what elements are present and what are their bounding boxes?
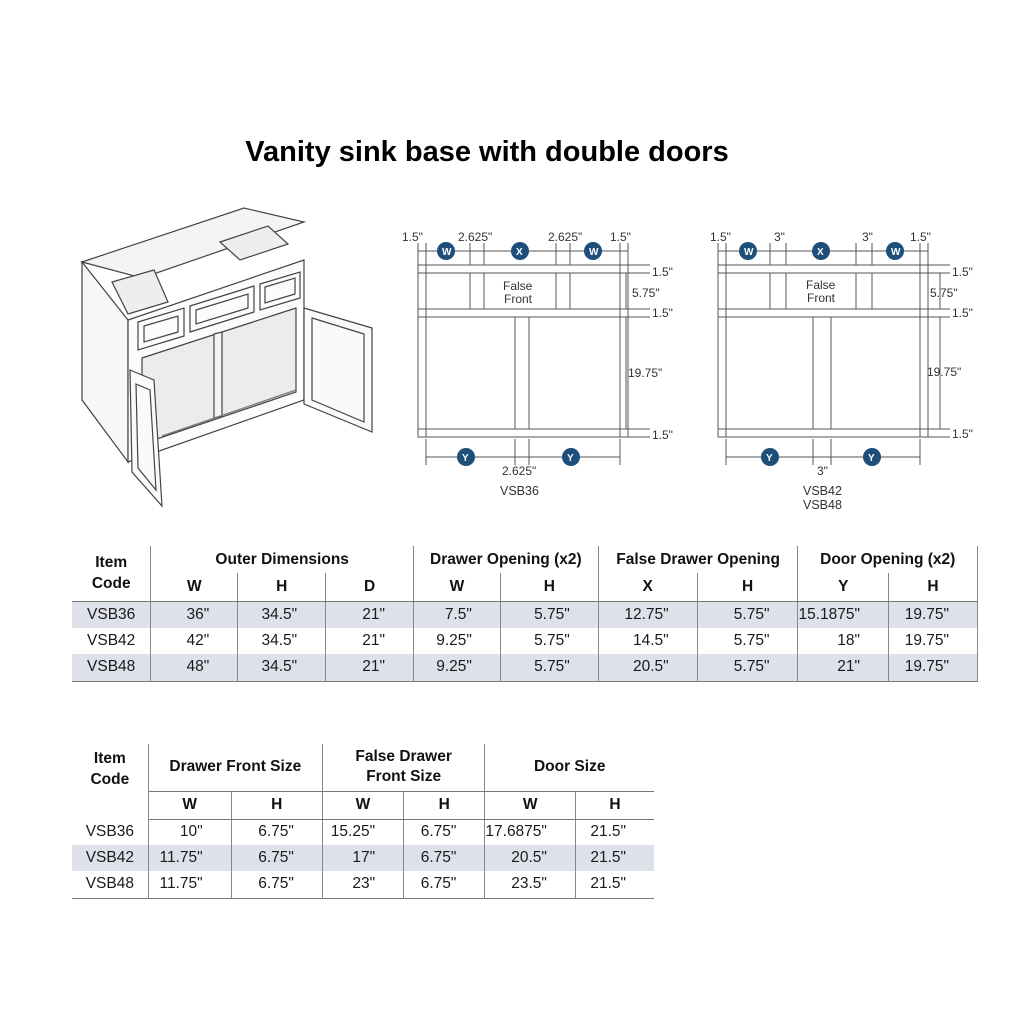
cell: 48" [151,654,238,681]
cell: 6.75" [404,845,485,871]
subheader: H [231,791,322,819]
dim-top-2: 2.625" [458,230,493,244]
subheader: W [322,791,403,819]
badge-x [812,242,830,260]
cell: 6.75" [404,871,485,898]
svg-text:Y: Y [462,453,469,464]
cell: 21" [326,601,414,628]
cell: 34.5" [238,654,326,681]
dim-right-2: 5.75" [930,286,958,300]
cell: 21" [798,654,889,681]
badge-y-right [562,448,580,466]
sizes-table [72,744,654,899]
group-outer-dimensions: Outer Dimensions [151,546,414,573]
cell: 18" [798,628,889,654]
badge-x [511,242,529,260]
item-code: VSB36 [72,601,151,628]
svg-text:Y: Y [868,453,875,464]
cell: 17.6875" [485,819,576,845]
cell: 5.75" [500,601,598,628]
subheader: H [575,791,654,819]
cabinet-illustration [72,200,382,510]
dim-top-1: 1.5" [402,230,423,244]
svg-text:W: W [744,247,754,258]
cell: 21.5" [575,845,654,871]
subheader: W [485,791,576,819]
dim-top-4: 1.5" [910,230,931,244]
dim-right-1: 1.5" [652,265,673,279]
svg-text:X: X [817,247,824,258]
badge-y-left [457,448,475,466]
false-front-line2: Front [504,292,533,306]
cell: 23.5" [485,871,576,898]
cell: 6.75" [231,819,322,845]
badge-y-right [863,448,881,466]
item-code-header: Item Code [72,744,148,819]
subheader: Y [798,573,889,601]
cell: 7.5" [413,601,500,628]
cell: 21" [326,628,414,654]
subheader: H [500,573,598,601]
cell: 21.5" [575,871,654,898]
dim-top-3: 2.625" [548,230,583,244]
cell: 15.1875" [798,601,889,628]
dim-right-3: 1.5" [952,306,973,320]
page-title: Vanity sink base with double doors [245,136,729,168]
dim-right-3: 1.5" [652,306,673,320]
badge-w-left [739,242,757,260]
cell: 20.5" [598,654,697,681]
cell: 5.75" [697,601,798,628]
subheader: H [404,791,485,819]
cell: 12.75" [598,601,697,628]
cell: 42" [151,628,238,654]
svg-text:W: W [442,247,452,258]
cell: 5.75" [697,654,798,681]
dim-top-2: 3" [774,230,785,244]
subheader: W [151,573,238,601]
subheader: D [326,573,414,601]
elevation-diagram-vsb36 [400,225,700,515]
dimensions-table [72,546,978,682]
cell: 19.75" [889,654,978,681]
dim-top-3: 3" [862,230,873,244]
cell: 5.75" [500,654,598,681]
cell: 19.75" [889,601,978,628]
dim-right-4: 19.75" [628,366,663,380]
dim-bottom: 3" [817,464,828,478]
cell: 21" [326,654,414,681]
svg-text:Y: Y [567,453,574,464]
dim-right-5: 1.5" [952,427,973,441]
diagram-caption-vsb36: VSB36 [500,484,539,498]
item-code: VSB36 [72,819,148,845]
cell: 17" [322,845,403,871]
elevation-diagram-vsb42-48 [700,225,1000,525]
cell: 23" [322,871,403,898]
cell: 6.75" [404,819,485,845]
group-false-drawer-opening: False Drawer Opening [598,546,798,573]
subheader: X [598,573,697,601]
cell: 19.75" [889,628,978,654]
dim-right-4: 19.75" [927,365,962,379]
cell: 6.75" [231,845,322,871]
table-row [72,628,978,654]
cell: 9.25" [413,654,500,681]
svg-text:Y: Y [766,453,773,464]
cell: 5.75" [500,628,598,654]
cell: 11.75" [148,845,231,871]
cell: 15.25" [322,819,403,845]
group-door-opening: Door Opening (x2) [798,546,978,573]
subheader: H [238,573,326,601]
cell: 20.5" [485,845,576,871]
dim-top-1: 1.5" [710,230,731,244]
subheader: W [148,791,231,819]
group-drawer-opening: Drawer Opening (x2) [413,546,598,573]
cell: 34.5" [238,628,326,654]
table-row [72,871,654,898]
cell: 9.25" [413,628,500,654]
diagram-caption-vsb42: VSB42 [803,484,842,498]
dim-right-1: 1.5" [952,265,973,279]
svg-text:W: W [891,247,901,258]
false-front-line2: Front [807,291,836,305]
false-front-line1: False [806,278,836,292]
subheader: H [889,573,978,601]
cell: 21.5" [590,823,626,841]
table-row [72,601,978,628]
subheader: W [413,573,500,601]
item-code: VSB42 [72,845,148,871]
group-false-drawer-front-size: False Drawer Front Size [322,744,484,791]
cell: 14.5" [598,628,697,654]
item-code: VSB42 [72,628,151,654]
table-row [72,819,654,845]
subheader: H [697,573,798,601]
dim-right-2: 5.75" [632,286,660,300]
item-code-header: Item Code [72,546,151,601]
badge-w-right [886,242,904,260]
cell: 36" [151,601,238,628]
badge-y-left [761,448,779,466]
diagram-caption-vsb48: VSB48 [803,498,842,512]
badge-w-right [584,242,602,260]
table-row [72,654,978,681]
badge-w-left [437,242,455,260]
dim-right-5: 1.5" [652,428,673,442]
svg-text:W: W [589,247,599,258]
group-drawer-front-size: Drawer Front Size [148,744,322,791]
svg-text:X: X [516,247,523,258]
false-front-line1: False [503,279,533,293]
cell: 11.75" [148,871,231,898]
table-row [72,845,654,871]
cell: 34.5" [238,601,326,628]
dim-bottom: 2.625" [502,464,537,478]
cell: 10" [148,819,231,845]
group-door-size: Door Size [485,744,654,791]
item-code: VSB48 [72,654,151,681]
cell: 6.75" [231,871,322,898]
item-code: VSB48 [72,871,148,898]
dim-top-4: 1.5" [610,230,631,244]
cell: 5.75" [697,628,798,654]
